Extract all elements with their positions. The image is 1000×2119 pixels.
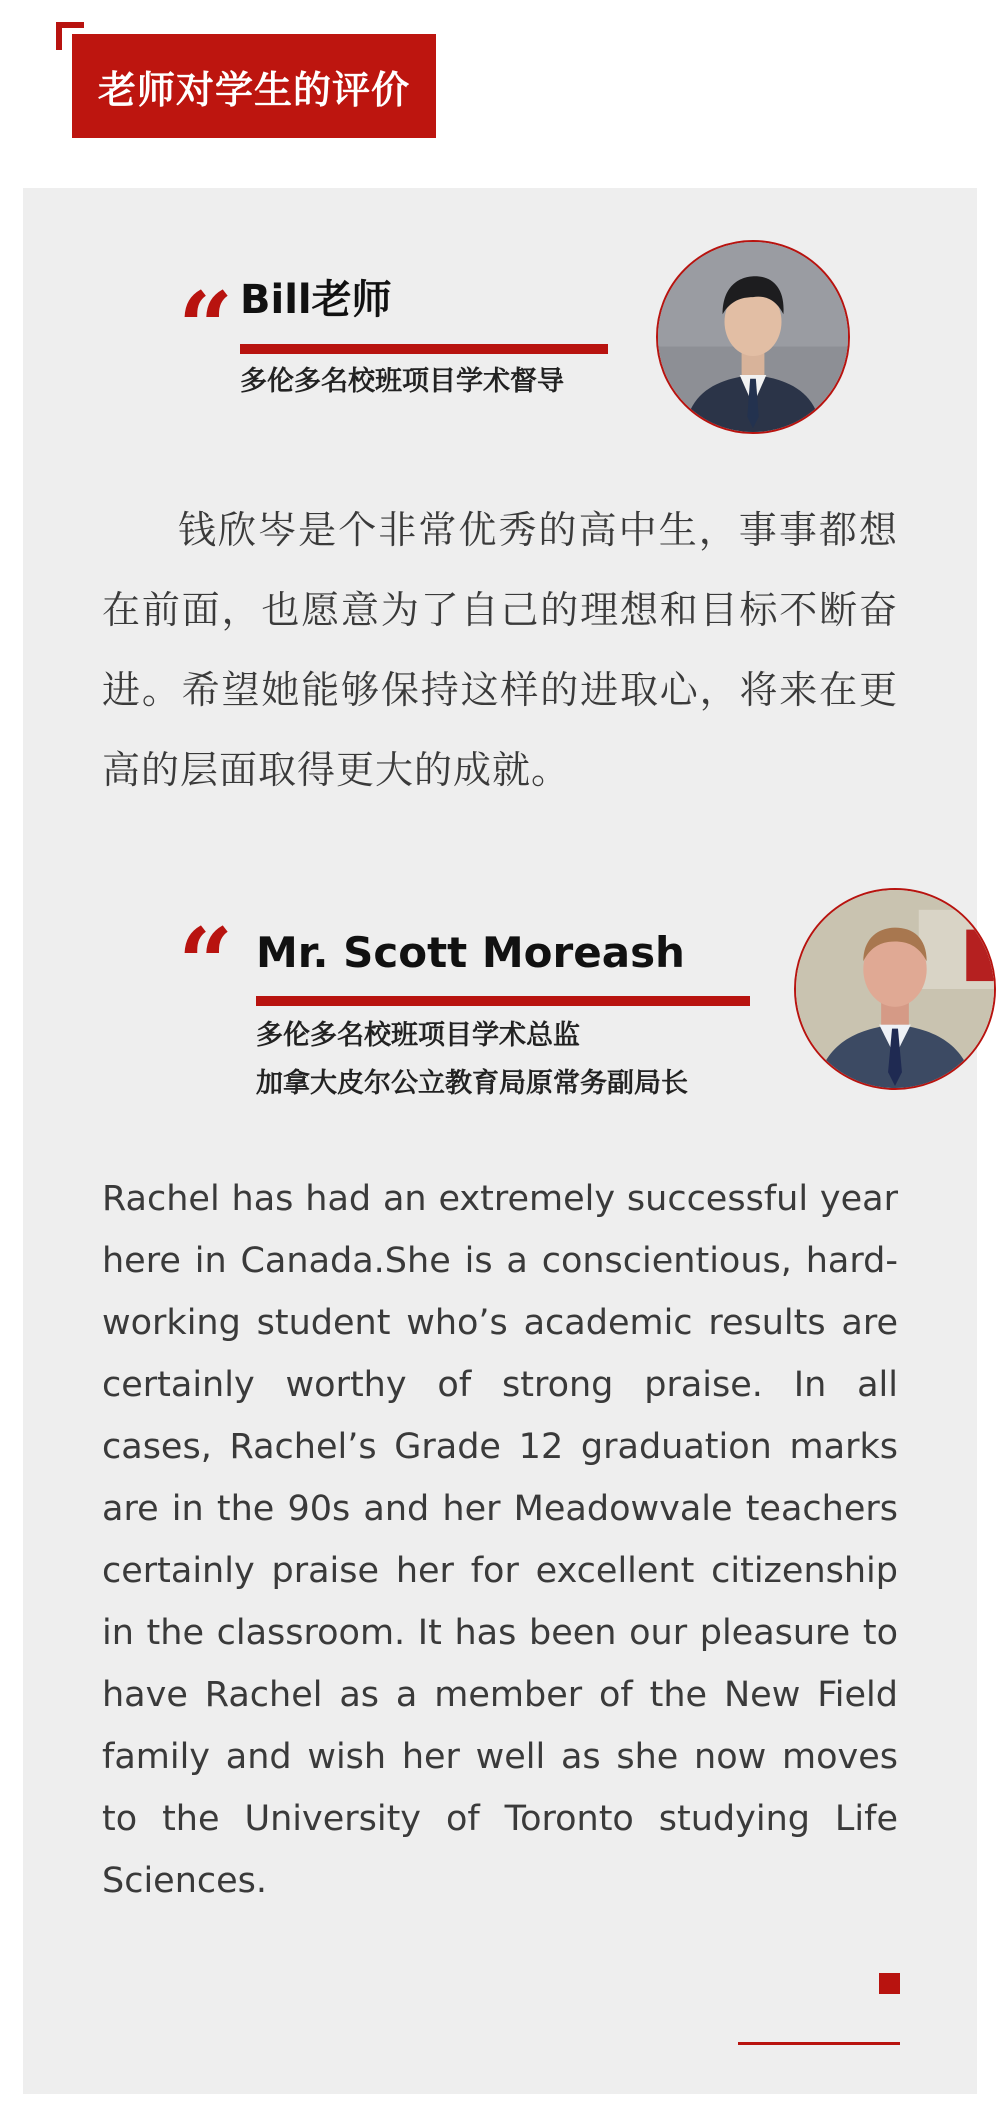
- teacher-role-scott-2: 加拿大皮尔公立教育局原常务副局长: [256, 1068, 688, 1099]
- comment-text-scott: Rachel has had an extremely successful year here in Canada.She is a conscientious, hard-working student who’s academic results are certainly worthy of strong praise. In all cases, Rachel’s Grade 12 graduation marks are in the 90s and her Meadowvale teachers certainly praise her for excellent citizenship in the classroom. It has been our pleasure to have Rachel as a member of the New Field family and wish her well as she now moves to the University of Toronto studying Life Sciences.: [102, 1179, 898, 1901]
- teacher-avatar-scott: [794, 888, 996, 1090]
- section-title: 老师对学生的评价: [72, 34, 436, 138]
- name-underline: [240, 344, 608, 354]
- teacher-name-bill: Bill老师: [240, 277, 392, 323]
- comment-text-bill: 钱欣岑是个非常优秀的高中生，事事都想在前面，也愿意为了自己的理想和目标不断奋进。希望她能够保持这样的进取心，将来在更高的层面取得更大的成就。: [102, 508, 898, 792]
- quote-mark-icon: “: [178, 907, 234, 1020]
- quote-mark-icon: “: [178, 271, 234, 384]
- teacher-role-bill: 多伦多名校班项目学术督导: [240, 366, 564, 397]
- end-square-decoration: [879, 1973, 900, 1994]
- teacher-avatar-bill: [656, 240, 850, 434]
- teacher-name-scott: Mr. Scott Moreash: [256, 928, 685, 977]
- teacher-role-scott-1: 多伦多名校班项目学术总监: [256, 1020, 580, 1051]
- portrait-older-man-icon: [796, 890, 994, 1088]
- end-line-decoration: [738, 2042, 900, 2045]
- portrait-young-man-icon: [658, 242, 848, 432]
- name-underline: [256, 996, 750, 1006]
